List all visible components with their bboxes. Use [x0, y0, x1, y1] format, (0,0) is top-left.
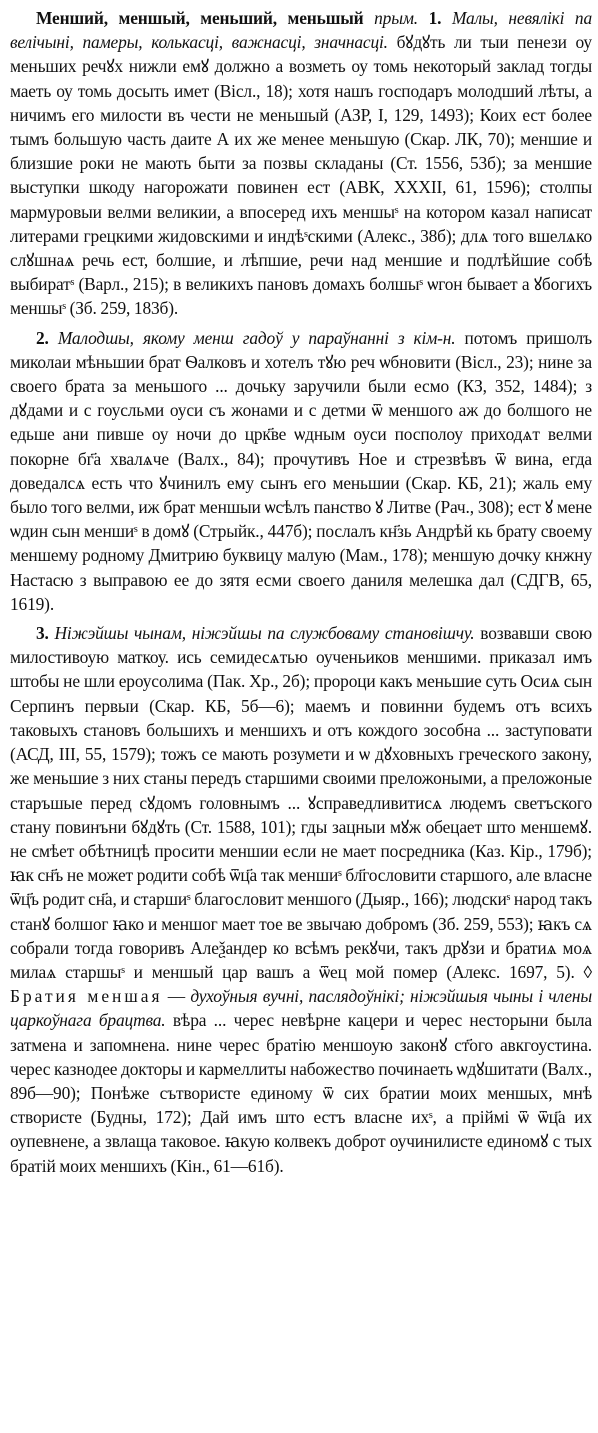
- subentry-definition: духоўныя вучні, паслядоўнікі; ніжэйшыя чыны і члены царкоўнага брацтва.: [10, 986, 593, 1031]
- entry-paragraph-3: [10, 621, 592, 1178]
- subentry-marker: ◊: [583, 961, 592, 982]
- sense-citations-1: бꙋдꙋть ли тыи пенези оу меньших речꙋх нижли емꙋ должно а возметь оу томь некоторый заклад тогды маеть оу томь досыть имет (Вісл., 18); хотя нашъ господаръ молодший лѣты, а ничимъ его милости въ чести не меньшый (АЗР, I, 129, 1493); Коих ест более тымъ большую часть даите А их же менее меньшую (Скар. ЛК, 70); меншие и близшие роки не мають быти за позвы складаны (Ст. 1556, 53б); за меншие выступки шкоду нагорожати повинен ест (АВК, XXXII, 61, 1596); столпы мармуровыи велми великии, а впосеред ихъ меншыˢ на котором казал написат литерами грецкими жидовскими и индѣˢскими (Алекс., 38б); длѧ того вшелѧко слꙋшнаѧ речь ест, болшие, и лѣпшие, речи над меншие и подлѣйшие собѣ выбиратˢ (Варл., 215); в великихъ пановъ домахъ болшыˢ ѡгон бывает а ꙋбогихъ меншыˢ (Зб. 259, 183б).: [10, 32, 592, 319]
- entry-headword: Менший, меншый, меньший, меньшый: [36, 8, 364, 28]
- part-of-speech: прым.: [374, 8, 418, 28]
- subentry-term: Братия меншая: [10, 986, 163, 1007]
- sense-number-1: 1.: [428, 8, 442, 28]
- subentry-citations: вѣра ... черес невѣрне кацери и черес несторыни была затмена и запомнена. нине черес братiю меншоую законꙋ ст҃ого авкгоустина. черес казнодее докторы и кармеллиты набожество починаеть ѡдꙋшитати (Валх., 89б—90); Понѣже сътвористе единому ѿ сих братии моих меншых, мнѣ створисте (Будны, 172); Дай имъ што естъ власне ихˢ, а прiймi ѿ ѿц҃а их оупевнене, а звлаща таковое. ꙗкую колвекъ доброт оучинилисте единомꙋ с тых братiй моих меншихъ (Кін., 61—61б).: [10, 1010, 592, 1176]
- sense-citations-3: возвавши свою милостивоую маткоу. ись семидесѧтью оученьиков меншими. приказал имъ штобы не шли ероусолима (Пак. Хр., 2б); пророци какъ меньшие суть Осиѧ сын Серпинъ первыи (Скар. КБ, 5б—6); маемъ и повинни будемъ отъ всихъ таковыхъ становъ большихъ и меншихъ и отъ кождого зособна ... заступовати (АСД, III, 55, 1579); тожъ се мають розумети и ѡ дꙋховныхъ греческого закону, же меньшие з них станы передъ старшими своими преложоными, а преложоные старъшые перед сꙋдомъ головнымъ ... ꙋсправедливитисѧ людемъ светъского стану повинъни бꙋдꙋть (Ст. 1588, 101); гды зацныи мꙋж обецает што меншемꙋ. не смѣет обѣтницѣ просити меншии если не мает посредника (Каз. Кір., 179б); ꙗк сн҃ъ не может родити собѣ ѿц҃а так меншиˢ бл҃гословити старшого, але власне ѿц҃ъ родит сн҃а, и старшиˢ благословит меншого (Дыяр., 166); людскиˢ народ такъ станꙋ болшог ꙗко и меншог мает тое ве звычаю добромъ (Зб. 259, 553); ꙗкъ сѧ собрали тогда говоривъ Алеѯандер ко всѣмъ рекꙋчи, такъ дрꙋзи и братиѧ моѧ милаѧ старшыˢ и меншый цар вашъ а ѿец мой помер (Алекс. 1697, 5).: [10, 623, 592, 982]
- sense-definition-1: Малы, невялікі па велічыні, памеры, колькасці, важнасці, значнасці.: [10, 8, 593, 53]
- subentry-dash: —: [162, 986, 191, 1007]
- entry-paragraph-1: [10, 6, 592, 321]
- entry-paragraph-2: [10, 326, 592, 616]
- sense-definition-2: Малодшы, якому менш гадоў у параўнанні з кім-н.: [57, 327, 456, 348]
- sense-number-3: 3.: [36, 623, 49, 644]
- dictionary-entry: [10, 6, 592, 1178]
- sense-definition-3: Ніжэйшы чынам, ніжэйшы па службоваму становішчу.: [54, 623, 475, 644]
- sense-citations-2: потомъ пришолъ миколаи мѣньшии брат Ѳалковъ и хотелъ тꙋю реч ѡбновити (Вісл., 23); нине за своего брата за меньшого ... дочьку заручили были есмо (КЗ, 352, 1484); з дꙋдами и с гоусльми оуси съ жонами и с детми ѿ меншого аж до болшого не едьше ани пивше оу ночи до црк҃ве ѡдным оуси посполоу приходѧт велми покорне бг҃а хвалѧче (Валх., 84); прочутивъ Ное и стрезвѣвъ ѿ вина, егда доведалсѧ есть что ꙋчинилъ ему сынъ его меньшии (Скар. КБ, 21); жаль ему было того велми, иж брат меншыи ѡсѣлъ панство ꙋ Литве (Рач., 308); ест ꙋ мене ѡдин сын меншиˢ в домꙋ (Стрыйк., 447б); послалъ кн҃зь Андрѣй кь брату своему меншему родному Дмитрию буквицу малую (Мам., 178); меншую дочку кнжну Настасю з выправою ее до зятя есми своего даниля мелешка дал (СДГВ, 65, 1619).: [10, 327, 593, 614]
- sense-number-2: 2.: [36, 327, 49, 348]
